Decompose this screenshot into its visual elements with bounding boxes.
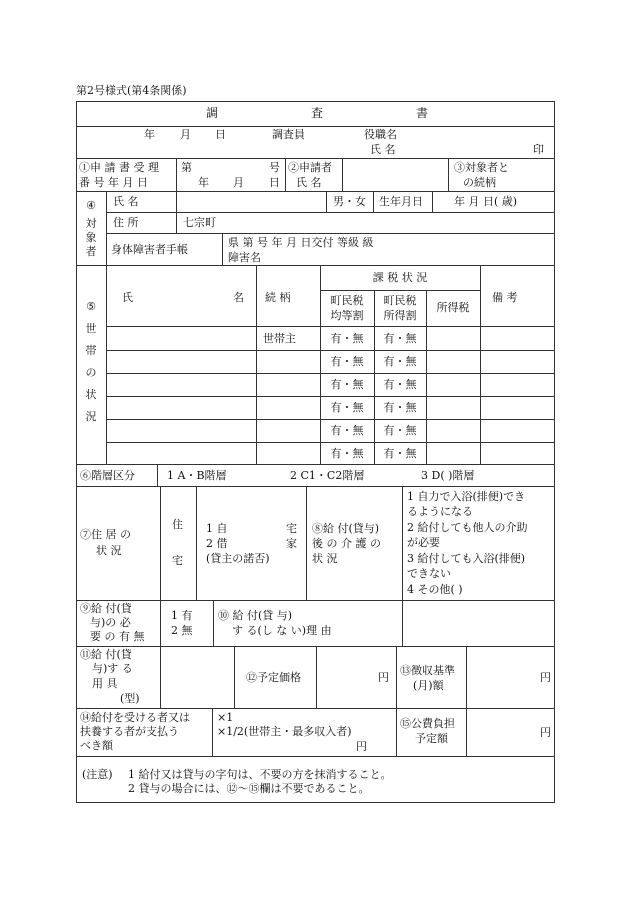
title-char: 書	[416, 106, 429, 120]
header-month: 月	[180, 128, 191, 141]
house-char: 宅	[172, 554, 183, 567]
yes-no-option[interactable]: 有・無	[330, 332, 364, 345]
rule	[176, 191, 177, 233]
rule	[448, 158, 449, 191]
receipt-no-prefix: 第	[181, 161, 192, 174]
rule	[106, 396, 555, 397]
handbook-details: 県 第 号 年 月 日交付 等級 級	[228, 236, 374, 249]
relation-label: の続柄	[463, 176, 496, 189]
rule	[76, 191, 555, 192]
reason-label: ⑩ 給 付(貸 与)	[218, 609, 293, 622]
note-item: 1 給付又は貸与の字句は、不要の方を抹消すること。	[128, 768, 392, 781]
yes-no-option[interactable]: 有・無	[383, 424, 417, 437]
rule	[157, 464, 158, 486]
rule	[160, 486, 161, 600]
receipt-month: 月	[233, 176, 244, 189]
yes-no-option[interactable]: 有・無	[383, 378, 417, 391]
own-house-option: 宅	[286, 522, 297, 535]
rule	[76, 126, 555, 127]
planned-price-label: ⑫予定価格	[246, 671, 301, 684]
rule	[213, 600, 214, 646]
landlord-consent: (貸主の諾否)	[206, 552, 270, 565]
care-option[interactable]: 2 給付しても他人の介助	[407, 521, 528, 534]
birth-label: 生年月日	[379, 195, 423, 208]
rule	[76, 464, 555, 465]
care-option: が必要	[407, 536, 440, 549]
rule	[76, 600, 555, 601]
tax-col-head: 所得税	[436, 301, 470, 314]
address-label: 住 所	[113, 216, 139, 229]
header-year: 年	[144, 128, 155, 141]
rule	[222, 233, 223, 265]
yes-no-option[interactable]: 有・無	[330, 378, 364, 391]
col-name-head: 名	[233, 291, 244, 304]
tax-col-head: 均等割	[330, 309, 364, 322]
rule	[106, 191, 107, 265]
need-yes-option[interactable]: 1 有	[171, 609, 193, 622]
yen-unit: 円	[540, 726, 551, 739]
rule	[432, 191, 433, 212]
head-of-household: 世帯主	[263, 332, 296, 345]
house-char: 住	[172, 518, 183, 531]
receipt-no-suffix: 号	[269, 161, 280, 174]
gender-field: 男・女	[333, 195, 366, 208]
yes-no-option[interactable]: 有・無	[330, 355, 364, 368]
tax-status-head: 課 税 状 況	[372, 271, 428, 284]
care-after-label: 状 況	[312, 552, 338, 565]
rule	[106, 373, 555, 374]
rule	[426, 290, 427, 464]
rule	[320, 290, 480, 291]
yes-no-option[interactable]: 有・無	[383, 401, 417, 414]
care-after-label: 後 の 介 護 の	[312, 537, 381, 550]
public-burden-label: ⑮公費負担	[400, 717, 455, 730]
yes-no-option[interactable]: 有・無	[383, 332, 417, 345]
rule	[342, 158, 343, 191]
rented-house-option[interactable]: 2 借	[206, 537, 228, 550]
household-section-label: ⑤ 世 帯 の 状 況	[85, 300, 97, 423]
reason-label: す る(し な い)理 由	[232, 624, 332, 637]
care-option[interactable]: 1 自力で入浴(排便)でき	[407, 490, 526, 503]
birth-value: 年 月 日( 歳)	[454, 195, 518, 208]
need-label: ⑨給 付(貸	[80, 602, 132, 615]
care-option: るようになる	[407, 505, 473, 518]
receipt-label: ①申 請 書 受 理	[79, 161, 159, 174]
residence-label: ⑦住 居 の	[80, 528, 131, 541]
rule	[106, 326, 555, 327]
rule	[196, 486, 197, 600]
payment-label: べき額	[80, 739, 113, 752]
payment-label: 扶養する者が支払う	[80, 725, 179, 738]
rented-house-option: 家	[286, 537, 297, 550]
tax-col-head: 町民税	[330, 294, 364, 307]
investigator-label: 調査員	[272, 128, 305, 141]
rule	[160, 646, 161, 708]
yes-no-option[interactable]: 有・無	[383, 355, 417, 368]
class-option[interactable]: 1 A・B階層	[167, 469, 227, 482]
applicant-label: 氏 名	[296, 176, 322, 189]
need-label: 要 の 有 無	[90, 630, 145, 643]
yes-no-option[interactable]: 有・無	[383, 447, 417, 460]
col-name-head: 氏	[122, 291, 133, 304]
position-label: 役職名	[364, 128, 397, 141]
class-label: ⑥階層区分	[80, 469, 135, 482]
class-option[interactable]: 3 D( )階層	[421, 469, 475, 482]
rule	[256, 265, 257, 464]
payment-option[interactable]: ×1/2(世帯主・最多収入者)	[217, 725, 352, 738]
care-option[interactable]: 4 その他( )	[407, 583, 463, 596]
public-burden-label: 予定額	[415, 732, 448, 745]
care-option[interactable]: 3 給付しても入浴(排便)	[407, 552, 526, 565]
need-label: 与)の 必	[90, 616, 131, 629]
note-item: 2 貸与の場合には、⑫～⑮欄は不要であること。	[128, 782, 370, 795]
rule	[160, 600, 161, 646]
rule	[106, 212, 555, 213]
rule	[234, 646, 235, 708]
equipment-label: ⑪給 付(貸	[80, 648, 132, 661]
rule	[76, 158, 555, 159]
yen-unit: 円	[378, 671, 389, 684]
receipt-year: 年	[198, 176, 209, 189]
receipt-day: 日	[269, 176, 280, 189]
rule	[212, 708, 213, 756]
title-char: 査	[311, 106, 324, 120]
header-day: 日	[215, 128, 226, 141]
own-house-option[interactable]: 1 自	[206, 522, 228, 535]
rule	[176, 158, 177, 191]
equipment-label: (型)	[120, 692, 140, 705]
subject-section-label: ④ 対 象 者	[85, 199, 97, 258]
collection-base-label: (月)額	[413, 679, 444, 692]
need-no-option[interactable]: 2 無	[171, 624, 193, 637]
rule	[396, 708, 397, 756]
col-relation-head: 続 柄	[265, 291, 291, 304]
yen-unit: 円	[540, 671, 551, 684]
rule	[76, 265, 555, 266]
seal-mark: 印	[533, 143, 544, 156]
payment-option[interactable]: ×1	[217, 711, 234, 724]
rule	[466, 646, 467, 708]
equipment-label: 用 具	[92, 677, 118, 690]
rule	[106, 442, 555, 443]
collection-base-label: ⑬徴収基準	[400, 664, 455, 677]
yes-no-option[interactable]: 有・無	[330, 401, 364, 414]
tax-col-head: 町民税	[383, 294, 417, 307]
rule	[106, 233, 555, 234]
receipt-label: 番 号 年 月 日	[79, 176, 148, 189]
handbook-label: 身体障害者手帳	[111, 243, 188, 256]
rule	[106, 350, 555, 351]
class-option[interactable]: 2 C1・C2階層	[290, 469, 365, 482]
rule	[106, 265, 107, 464]
yes-no-option[interactable]: 有・無	[330, 424, 364, 437]
notes-label: (注意)	[82, 768, 113, 781]
yes-no-option[interactable]: 有・無	[330, 447, 364, 460]
subject-name-label: 氏 名	[113, 195, 139, 208]
rule	[326, 191, 327, 212]
name-label: 氏 名	[370, 143, 396, 156]
rule	[76, 708, 555, 709]
rule	[306, 486, 307, 600]
rule	[480, 265, 481, 464]
remarks-head: 備 考	[492, 291, 518, 304]
care-option: できない	[407, 567, 451, 580]
rule	[316, 646, 317, 708]
tax-col-head: 所得割	[383, 309, 417, 322]
care-after-label: ⑧給 付(貸与)	[312, 522, 380, 535]
rule	[76, 486, 555, 487]
rule	[466, 708, 467, 756]
rule	[402, 486, 403, 600]
rule	[402, 600, 403, 646]
rule	[76, 756, 555, 757]
residence-label: 状 況	[96, 544, 122, 557]
payment-label: ⑭給付を受ける者又は	[80, 711, 190, 724]
rule	[285, 158, 286, 191]
disability-name-label: 障害名	[228, 251, 261, 264]
address-value: 七宗町	[183, 216, 216, 229]
yen-unit: 円	[356, 740, 367, 753]
rule	[373, 191, 374, 212]
equipment-label: 与)す る	[92, 662, 133, 675]
title-char: 調	[206, 106, 219, 120]
applicant-label: ②申請者	[288, 161, 332, 174]
rule	[396, 646, 397, 708]
form-number: 第2号様式(第4条関係)	[76, 84, 187, 97]
relation-label: ③対象者と	[454, 161, 509, 174]
rule	[106, 419, 555, 420]
